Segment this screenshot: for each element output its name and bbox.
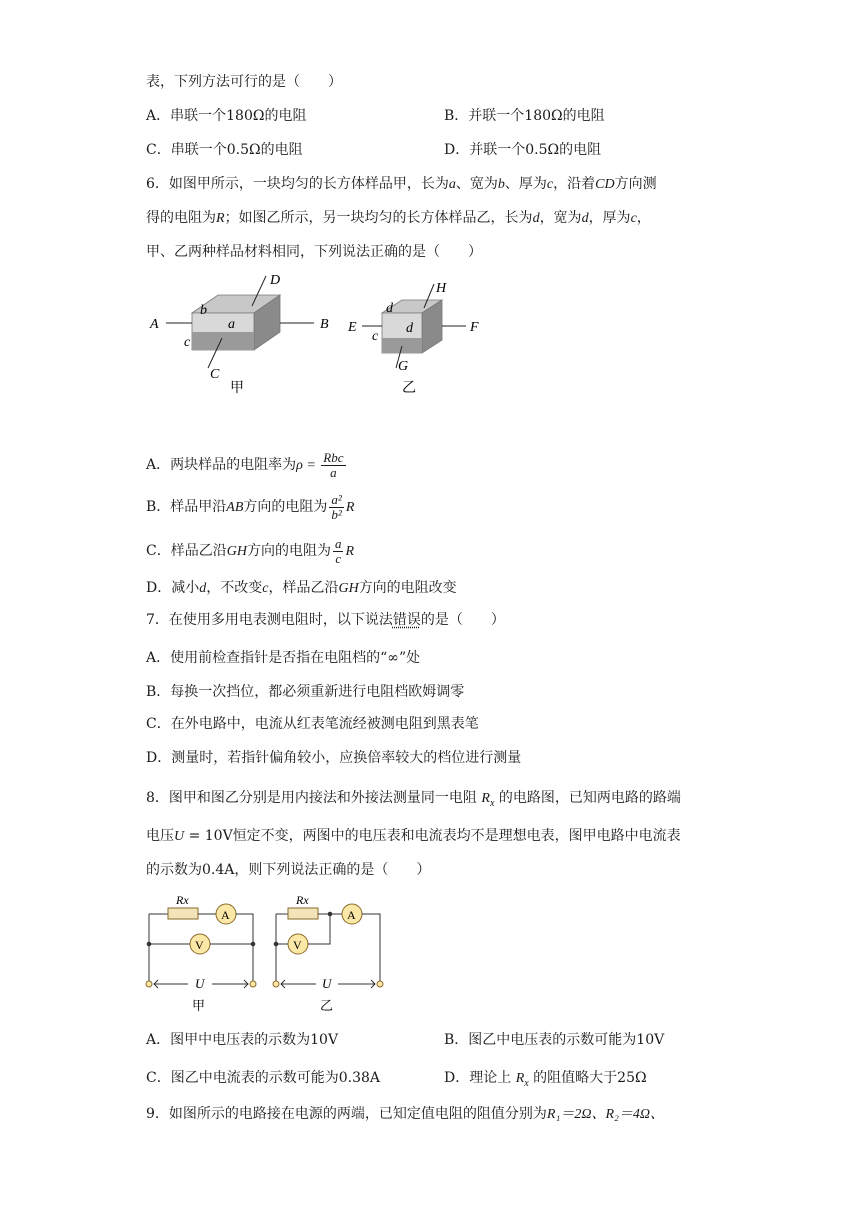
q9-stem xyxy=(146,1104,664,1125)
caption-yi: 乙 xyxy=(402,381,416,396)
stem-text: 方向测 xyxy=(614,176,657,192)
option-label: C． xyxy=(146,716,171,732)
stem-text: 恒定不变，两图中的电压表和电流表均不是理想电表，图甲电路中电流表 xyxy=(232,828,681,844)
option-text: 图甲中电压表的示数为10V xyxy=(170,1032,339,1048)
option-text: 并联一个180Ω的电阻 xyxy=(468,108,605,124)
q6-stem-line1 xyxy=(146,174,657,195)
sample-jia xyxy=(149,273,329,396)
stem-text: 的电路图，已知两电路的路端 xyxy=(498,790,681,806)
label-c-dim: c xyxy=(184,335,191,350)
stem-text: 在使用多用电表测电阻时，以下说法 xyxy=(168,612,393,628)
option-label: D． xyxy=(146,750,172,766)
option-text: 方向的电阻为 xyxy=(243,499,328,515)
rx-label: Rx xyxy=(296,893,309,907)
option-text: 方向的电阻为 xyxy=(246,543,331,559)
label-d-face: d xyxy=(406,321,413,336)
option-text: 每换一次挡位，都必须重新进行电阻档欧姆调零 xyxy=(170,684,465,700)
label-a-point: A xyxy=(150,317,159,332)
fraction-numerator: a² xyxy=(331,491,342,507)
ammeter-symbol: A xyxy=(221,908,230,922)
option-text: 使用前检查指针是否指在电阻档的“∞”处 xyxy=(170,650,421,666)
stem-text: ，沿着 xyxy=(553,176,596,192)
var-c: c xyxy=(630,211,637,226)
stem-text: ；如图乙所示，另一块均匀的长方体样品乙，长为 xyxy=(224,210,533,226)
stem-text: ，厚为 xyxy=(588,210,631,226)
q8-circuit-figure xyxy=(140,888,400,1018)
label-c-point: C xyxy=(210,367,220,382)
var-r: R xyxy=(345,544,355,559)
q5-stem-tail: 表，下列方法可行的是（ ） xyxy=(146,74,342,90)
q7-option-c[interactable] xyxy=(146,714,479,734)
var-r: R xyxy=(515,1071,525,1086)
label-b-point: B xyxy=(320,317,329,332)
label-b-dim: b xyxy=(200,303,207,318)
fraction xyxy=(329,493,343,522)
subscript-x: x xyxy=(489,797,495,809)
option-label: D． xyxy=(444,142,470,158)
q5-option-b[interactable] xyxy=(444,106,605,126)
option-text: 样品甲沿 xyxy=(170,499,227,515)
var-b: b xyxy=(497,177,505,192)
option-label: C． xyxy=(146,543,171,559)
voltmeter-symbol: V xyxy=(293,938,302,952)
stem-text: 得的电阻为 xyxy=(146,210,216,226)
option-label: C． xyxy=(146,1070,171,1086)
stem-text: ， xyxy=(636,210,651,226)
option-text: 并联一个0.5Ω的电阻 xyxy=(469,142,602,158)
option-text: 减小 xyxy=(171,580,200,596)
question-number: 8． xyxy=(146,790,169,806)
fraction xyxy=(333,537,344,566)
emphasis-text: 错误 xyxy=(392,612,421,628)
option-text: 的阻值略大于25Ω xyxy=(533,1070,647,1086)
option-label: B． xyxy=(146,499,171,515)
voltage-value: = 10V xyxy=(184,828,233,844)
option-text: 样品乙沿 xyxy=(170,543,227,559)
option-label: B． xyxy=(444,1032,469,1048)
rx-label: Rx xyxy=(176,893,189,907)
fraction-numerator: a xyxy=(334,535,342,551)
option-label: A． xyxy=(146,457,171,473)
fraction-numerator: Rbc xyxy=(323,449,344,465)
option-label: D． xyxy=(444,1070,470,1086)
label-g-point: G xyxy=(398,359,409,374)
question-number: 7． xyxy=(146,612,169,628)
var-cd: CD xyxy=(595,177,615,192)
label-d-point: D xyxy=(270,273,281,288)
stem-text: ，宽为 xyxy=(539,210,582,226)
q7-option-d[interactable] xyxy=(146,748,521,768)
question-number: 6． xyxy=(146,176,169,192)
fraction-denominator: a xyxy=(330,464,337,480)
option-text: 串联一个180Ω的电阻 xyxy=(170,108,307,124)
q8-option-c[interactable] xyxy=(146,1068,380,1088)
option-label: C． xyxy=(146,142,171,158)
q8-option-d[interactable] xyxy=(444,1068,647,1094)
option-text: 串联一个0.5Ω的电阻 xyxy=(170,142,303,158)
subscript-x: x xyxy=(524,1077,529,1089)
caption-yi: 乙 xyxy=(320,998,334,1013)
label-d-top: d xyxy=(386,301,393,316)
q7-option-a[interactable] xyxy=(146,648,420,668)
stem-text: 的示数为 xyxy=(146,862,202,878)
stem-text: 如图所示的电路接在电源的两端，已知定值电阻的阻值分别为 xyxy=(168,1106,547,1122)
var-r: R xyxy=(345,500,355,515)
fraction xyxy=(321,451,345,480)
caption-jia: 甲 xyxy=(230,381,244,396)
stem-text: 电压 xyxy=(146,828,174,844)
var-r: R xyxy=(481,791,490,806)
stem-text: 、厚为 xyxy=(504,176,547,192)
var-u: U xyxy=(174,829,185,844)
u-label: U xyxy=(322,976,332,991)
u-label: U xyxy=(195,976,205,991)
label-e-point: E xyxy=(348,320,357,335)
label-c-dim: c xyxy=(372,329,379,344)
stem-text: 的是（ ） xyxy=(420,612,505,628)
var-c: c xyxy=(546,177,554,192)
option-label: A． xyxy=(146,650,171,666)
question-number: 9． xyxy=(146,1106,169,1122)
q8-stem-line2 xyxy=(146,826,681,847)
q6-stem-line2 xyxy=(146,208,651,229)
q6-figure xyxy=(140,270,500,400)
direction-gh: GH xyxy=(338,581,359,596)
direction-gh: GH xyxy=(226,544,247,559)
var-d: d xyxy=(199,581,207,596)
caption-jia: 甲 xyxy=(192,998,206,1013)
label-h-point: H xyxy=(436,281,447,296)
option-label: A． xyxy=(146,108,171,124)
var-d: d xyxy=(581,211,589,226)
stem-text: 如图甲所示，一块均匀的长方体样品甲，长为 xyxy=(168,176,449,192)
q6-option-d[interactable] xyxy=(146,578,457,599)
voltmeter-symbol: V xyxy=(195,938,204,952)
option-label: A． xyxy=(146,1032,171,1048)
var-a: a xyxy=(448,177,456,192)
var-d: d xyxy=(532,211,540,226)
option-text: ，样品乙沿 xyxy=(268,580,339,596)
q8-stem-line1 xyxy=(146,788,681,814)
label-f-point: F xyxy=(470,320,479,335)
resistor-r1: R₁＝2Ω、 xyxy=(546,1107,606,1122)
q5-option-c[interactable] xyxy=(146,140,303,160)
option-label: B． xyxy=(444,108,469,124)
q6-option-a[interactable] xyxy=(146,448,348,483)
label-a-dim: a xyxy=(228,317,235,332)
option-text: 图乙中电流表的示数可能为0.38A xyxy=(170,1070,381,1086)
resistor-r2: R₂＝4Ω、 xyxy=(605,1107,665,1122)
q6-option-c[interactable] xyxy=(146,534,354,569)
rho-symbol: ρ = xyxy=(296,458,320,473)
q8-option-b[interactable] xyxy=(444,1030,664,1050)
ammeter-symbol: A xyxy=(347,908,356,922)
q6-option-b[interactable] xyxy=(146,490,354,525)
q6-stem-line3: 甲、乙两种样品材料相同，下列说法正确的是（ ） xyxy=(146,244,482,260)
var-c: c xyxy=(262,581,269,596)
option-text: 图乙中电压表的示数可能为10V xyxy=(468,1032,665,1048)
current-value: 0.4A xyxy=(202,862,235,878)
option-text: 理论上 xyxy=(469,1070,512,1086)
option-label: D． xyxy=(146,580,172,596)
option-text: 测量时，若指针偏角较小，应换倍率较大的档位进行测量 xyxy=(171,750,522,766)
direction-ab: AB xyxy=(226,500,244,515)
sample-yi xyxy=(347,281,479,396)
q5-option-a[interactable] xyxy=(146,106,306,126)
option-text: 在外电路中，电流从红表笔流经被测电阻到黑表笔 xyxy=(170,716,479,732)
option-text: 两块样品的电阻率为 xyxy=(170,457,297,473)
fraction-denominator: c xyxy=(335,550,342,566)
stem-text: ，则下列说法正确的是（ ） xyxy=(234,862,431,878)
q7-stem xyxy=(146,610,505,630)
option-text: 方向的电阻改变 xyxy=(358,580,457,596)
stem-text: 图甲和图乙分别是用内接法和外接法测量同一电阻 xyxy=(168,790,477,806)
var-r: R xyxy=(216,211,225,226)
stem-text: 、宽为 xyxy=(455,176,498,192)
option-label: B． xyxy=(146,684,171,700)
q8-stem-line3 xyxy=(146,860,430,880)
option-text: ，不改变 xyxy=(206,580,263,596)
q8-option-a[interactable] xyxy=(146,1030,338,1050)
q5-option-d[interactable] xyxy=(444,140,601,160)
fraction-denominator: b² xyxy=(331,506,342,522)
q7-option-b[interactable] xyxy=(146,682,464,702)
